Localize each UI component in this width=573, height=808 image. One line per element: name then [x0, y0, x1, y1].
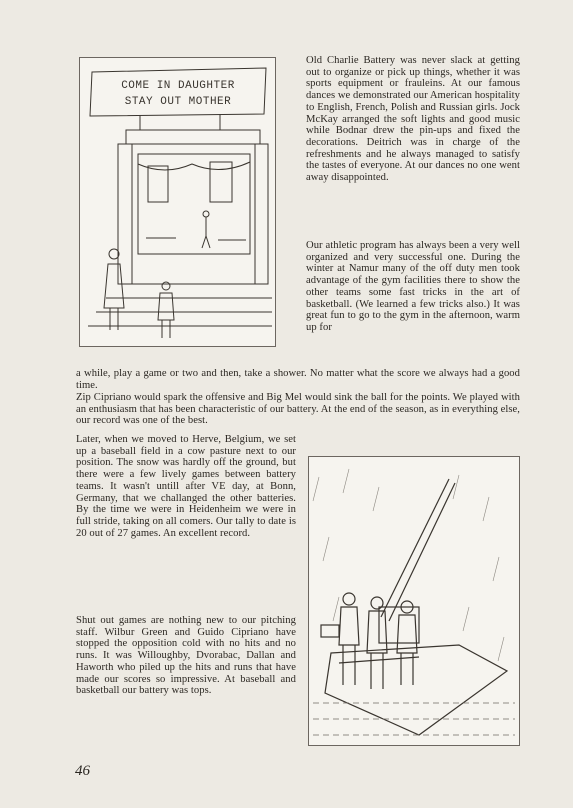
gun-crew-illustration — [308, 456, 520, 746]
paragraph-shutouts: Shut out games are nothing new to our pitching staff. Wilbur Green and Guido Cipriano have stopped the opposition cold with no hits and no runs. It was Willoughby, Dvorabac, Dallan and Haworth who piled up the hits and runs that have made our scores so impressive. At baseball and basketball our battery was tops. — [76, 615, 296, 697]
sign-text-line-2: STAY OUT MOTHER — [124, 96, 232, 108]
page-number: 46 — [75, 763, 90, 779]
paragraph-athletics-start: Our athletic program has always been a very well organized and very successful one. During the winter at Namur many of the off duty men took advantage of the gym facilities there to show the other teams some fast tricks in the art of basketball. (We learned a few tricks also.) It was great fun to go to the gym in the afternoon, warm up for — [306, 240, 520, 333]
dance-hall-drawing — [80, 58, 275, 346]
paragraph-athletics-end: a while, play a game or two and then, take a shower. No matter what the score we always had a good time. — [76, 368, 520, 391]
gun-platform — [325, 645, 507, 735]
paragraph-dances: Old Charlie Battery was never slack at getting out to organize or pick up things, whether it was sports equipment or frauleins. At our famous dances we demonstrated our American hospitality to English, French, Polish and Russian girls. Jock McKay arranged the soft lights and good music while Bodnar drew the pin-ups and fixed the decorations. Deitrich was in charge of the refreshments and he always managed to satisfy the tastes of everyone. At our dances no one went away disappointed. — [306, 55, 520, 184]
sign-board — [90, 68, 266, 116]
paragraph-baseball: Later, when we moved to Herve, Belgium, we set up a baseball field in a cow pasture next to our position. The snow was hardly off the ground, but there were a few lively games between battery teams. It wasn't untill after VE day, at Bonn, Germany, that we challanged the other batteries. By the time we were in Heidenheim we were in full stride, taking on all comers. Our tally to date is 20 out of 27 games. An excellent record. — [76, 434, 296, 539]
sign-text-line-1: COME IN DAUGHTER — [121, 80, 235, 92]
gun-crew-drawing — [309, 457, 519, 745]
dance-hall-illustration — [79, 57, 276, 347]
paragraph-basketball: Zip Cipriano would spark the offensive and Big Mel would sink the ball for the points. We played with an enthusiasm that has been characteristic of our battery. At the end of the season, as in everything else, our record was one of the best. — [76, 392, 520, 427]
